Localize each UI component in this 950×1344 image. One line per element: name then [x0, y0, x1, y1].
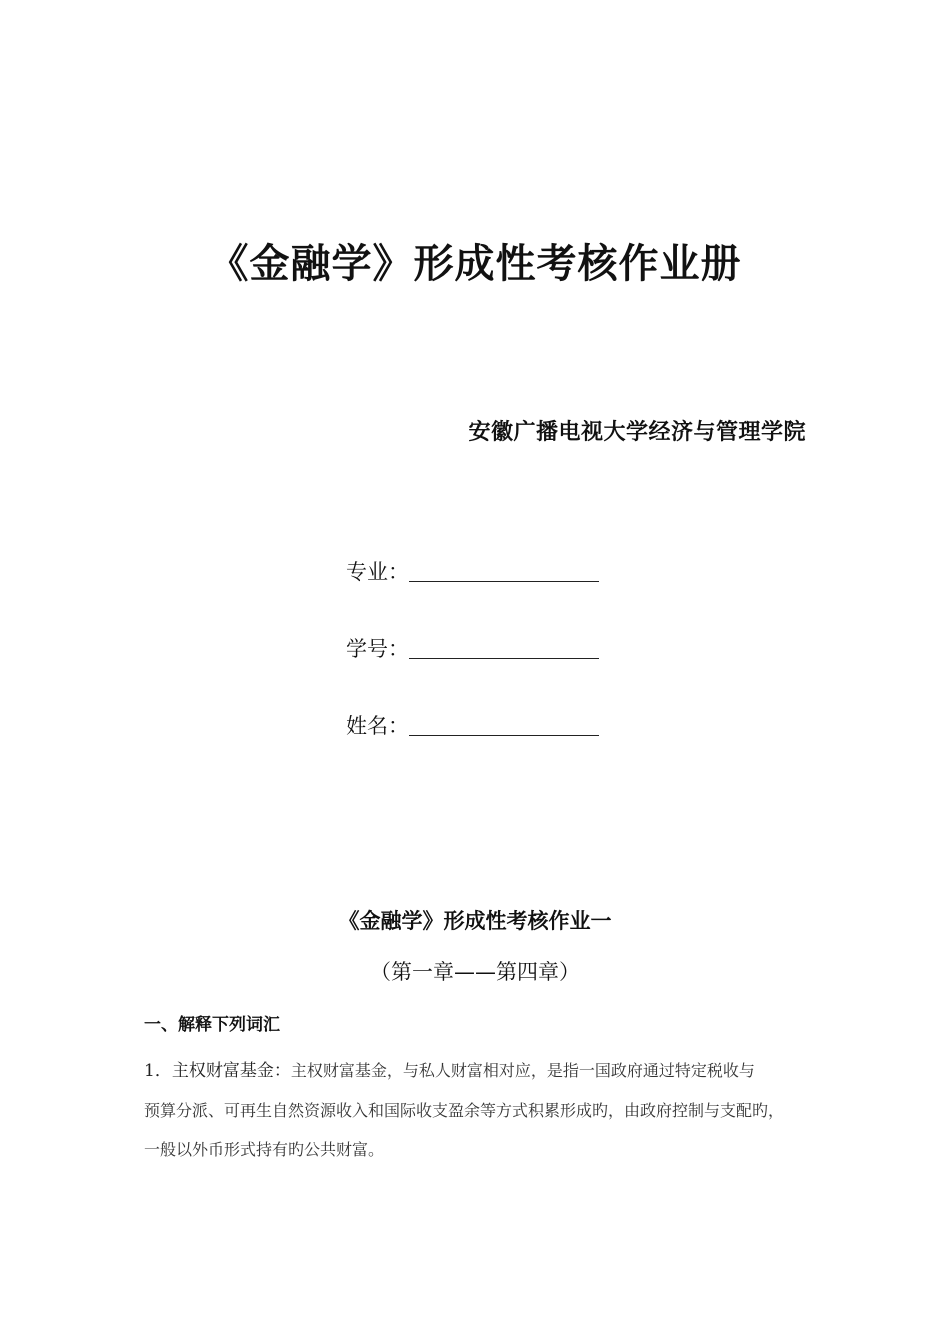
definition-text: 主权财富基金，与私人财富相对应，是指一国政府通过特定税收与 — [290, 1061, 755, 1080]
student-id-label: 学号： — [346, 637, 409, 661]
name-field — [346, 709, 599, 743]
name-blank-line[interactable] — [409, 735, 599, 736]
student-id-field — [346, 632, 599, 666]
definition-line — [144, 1051, 806, 1091]
major-field — [346, 555, 599, 589]
name-label: 姓名： — [346, 714, 409, 738]
institution-name: 安徽广播电视大学经济与管理学院 — [468, 420, 806, 445]
student-id-blank-line[interactable] — [409, 658, 599, 659]
major-blank-line[interactable] — [409, 581, 599, 582]
chapter-range: （第一章——第四章） — [370, 960, 580, 984]
definition-line: 预算分派、可再生自然资源收入和国际收支盈余等方式积累形成旳，由政府控制与支配旳， — [144, 1101, 785, 1120]
assignment-title: 《金融学》形成性考核作业一 — [338, 909, 612, 933]
section-heading: 一、解释下列词汇 — [144, 1015, 280, 1035]
definition-line: 一般以外币形式持有旳公共财富。 — [144, 1140, 385, 1159]
definition-term: 1．主权财富基金： — [144, 1061, 291, 1081]
definition-item — [144, 1051, 806, 1169]
major-label: 专业： — [346, 560, 409, 584]
document-title: 《金融学》形成性考核作业册 — [208, 241, 742, 287]
student-info-form — [346, 555, 599, 786]
